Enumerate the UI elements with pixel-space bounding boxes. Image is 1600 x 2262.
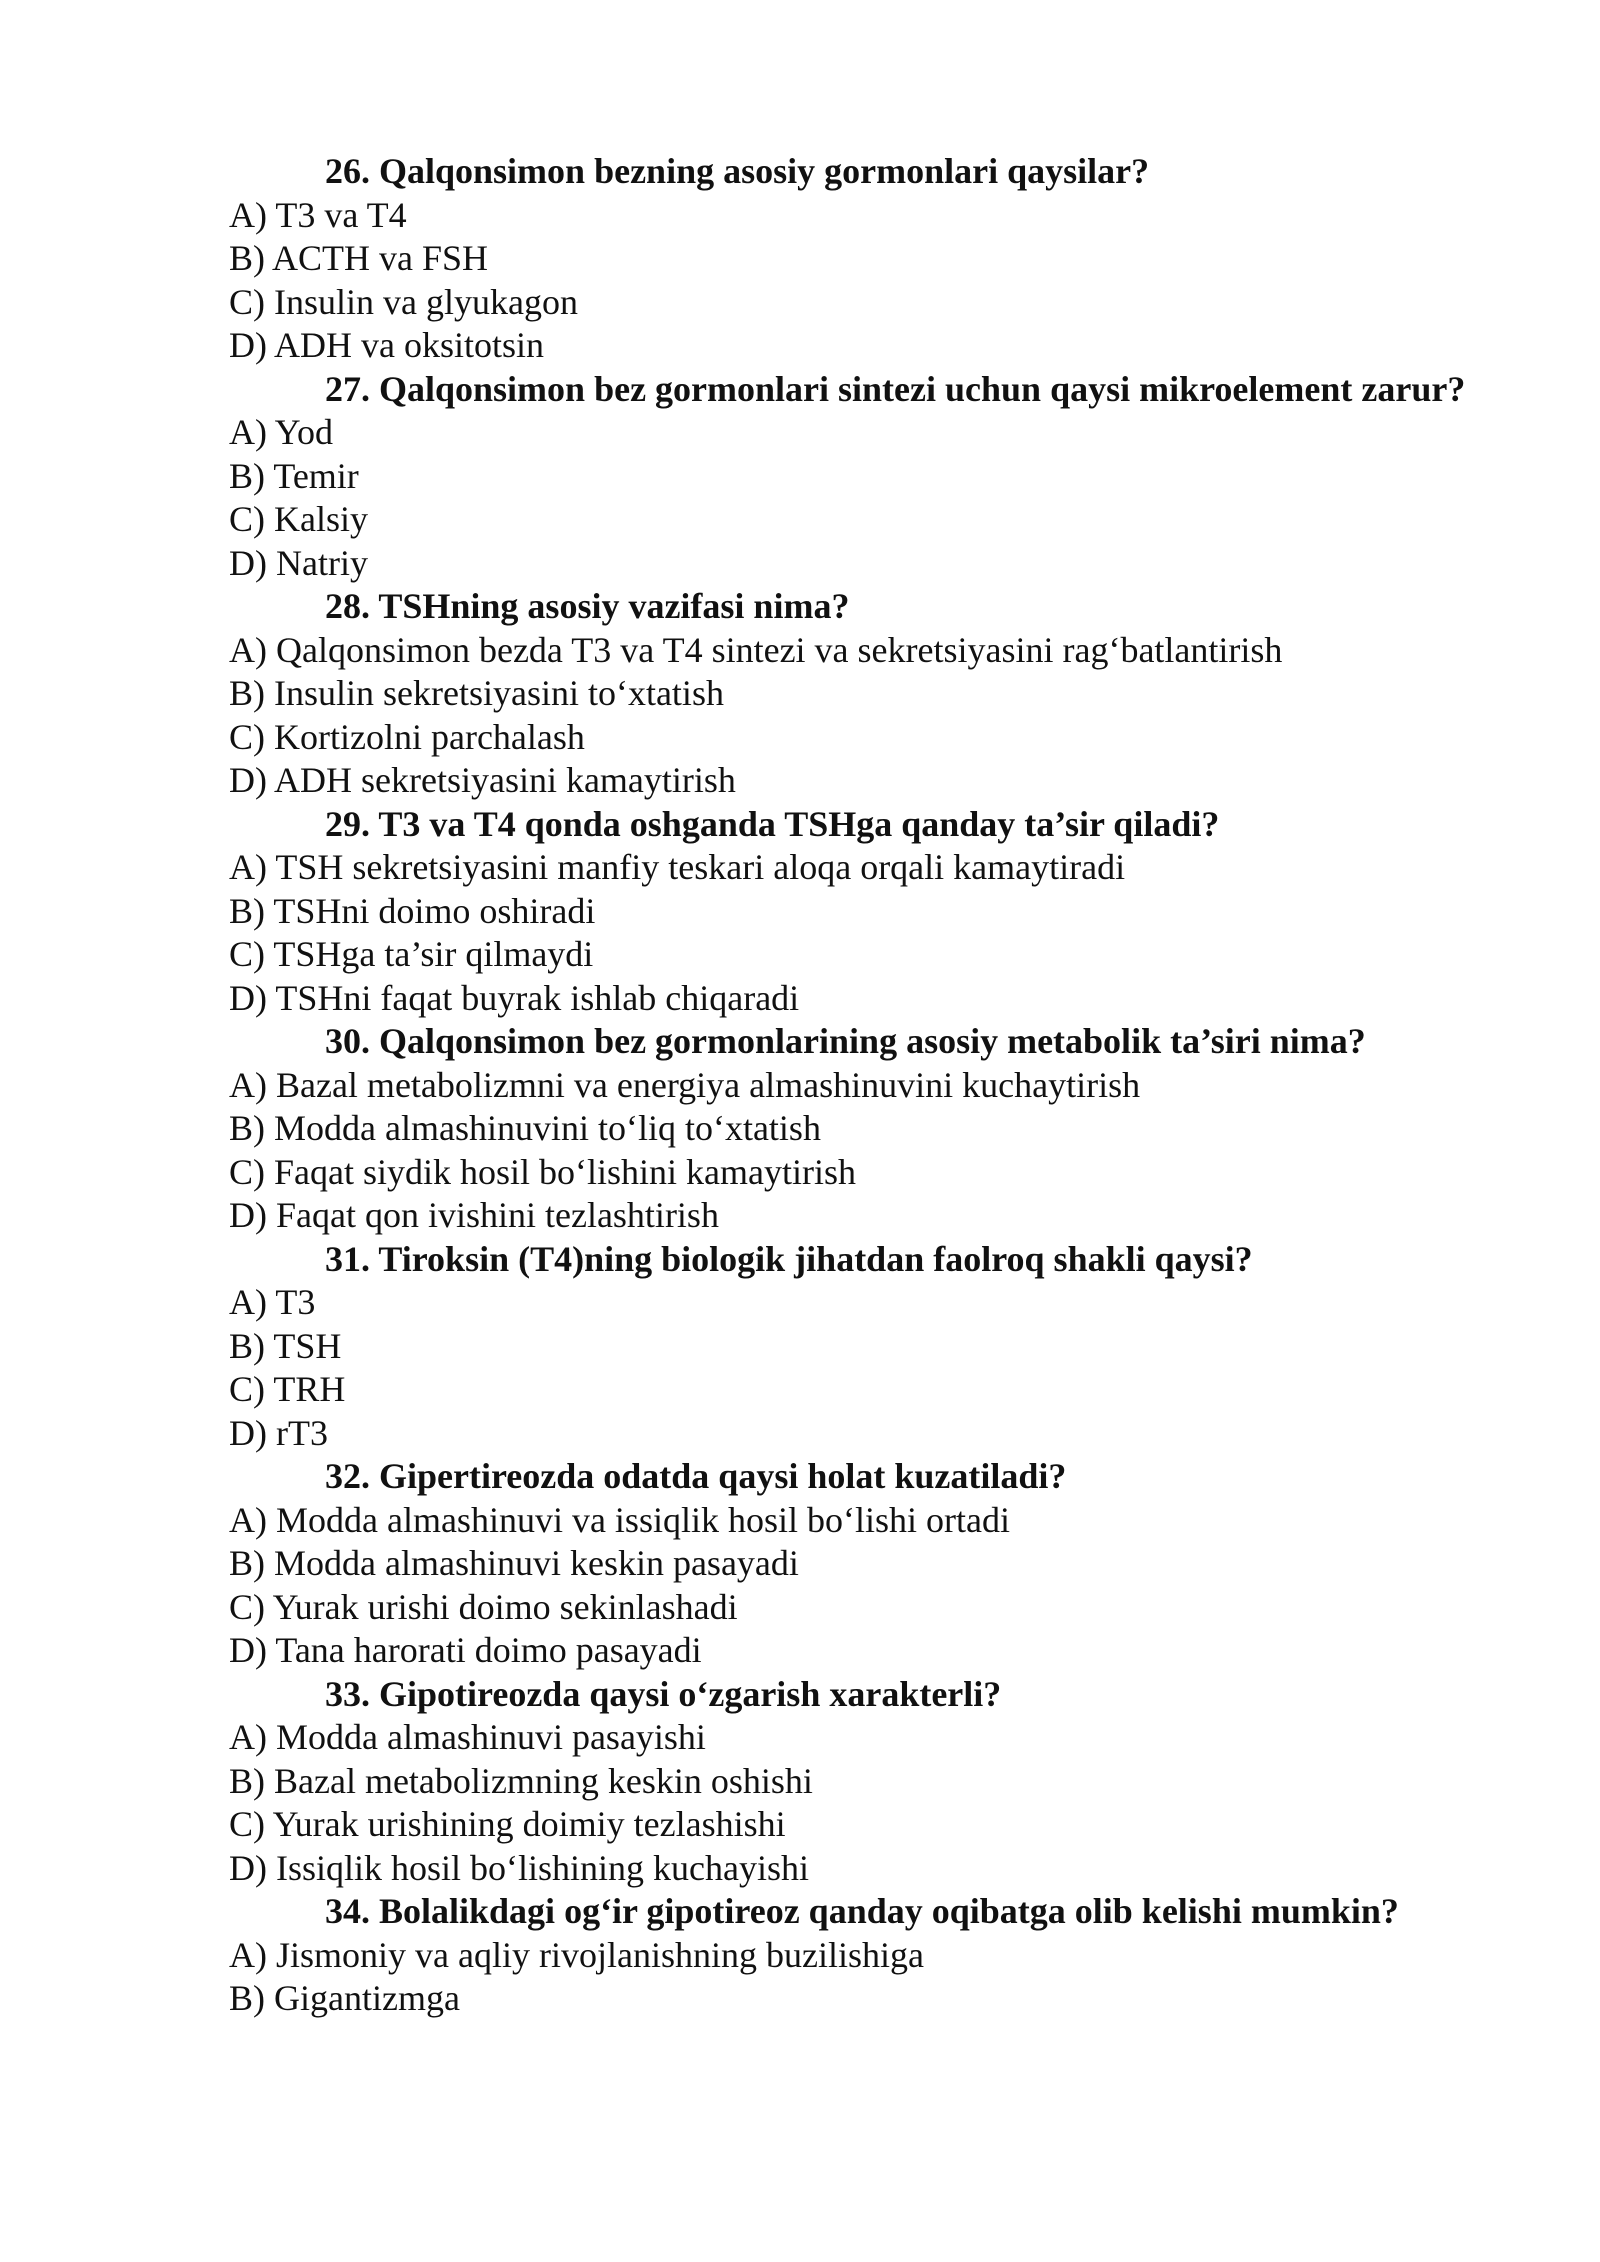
option-a: A) Modda almashinuvi pasayishi [229,1717,706,1757]
question-text: 32. Gipertireozda odatda qaysi holat kuzatiladi? [325,1456,1067,1496]
question-34 [229,1890,1480,2021]
option-a: A) Modda almashinuvi va issiqlik hosil bo‘lishi ortadi [229,1499,1010,1540]
option-c: C) Kalsiy [229,499,368,539]
option-c: C) Yurak urishi doimo sekinlashadi [229,1586,738,1627]
option-d: D) ADH va oksitotsin [229,325,544,365]
option-b: B) Gigantizmga [229,1978,460,2018]
option-c: C) Yurak urishining doimiy tezlashishi [229,1804,786,1844]
option-b: B) Bazal metabolizmning keskin oshishi [229,1760,813,1801]
option-a: A) TSH sekretsiyasini manfiy teskari aloqa orqali kamaytiradi [229,847,1126,887]
question-31 [229,1238,1480,1456]
question-30 [229,1020,1480,1238]
option-a: A) Yod [229,412,334,452]
option-b: B) Temir [229,455,359,496]
question-29 [229,803,1480,1021]
question-text: 28. TSHning asosiy vazifasi nima? [325,586,850,626]
option-b: B) Insulin sekretsiyasini to‘xtatish [229,673,724,713]
option-c: C) Kortizolni parchalash [229,716,585,757]
option-d: D) Tana harorati doimo pasayadi [229,1630,702,1670]
option-c: C) Insulin va glyukagon [229,281,578,322]
option-d: D) Natriy [229,542,368,583]
question-33 [229,1673,1480,1891]
option-c: C) TRH [229,1369,346,1409]
option-c: C) Faqat siydik hosil bo‘lishini kamaytirish [229,1151,856,1192]
question-text: 31. Tiroksin (T4)ning biologik jihatdan faolroq shakli qaysi? [325,1238,1253,1279]
option-a: A) T3 va T4 [229,194,407,235]
question-text: 33. Gipotireozda qaysi o‘zgarish xarakterli? [325,1673,1002,1714]
option-d: D) Issiqlik hosil bo‘lishining kuchayishi [229,1847,809,1888]
option-b: B) Modda almashinuvini to‘liq to‘xtatish [229,1108,821,1148]
option-b: B) TSHni doimo oshiradi [229,890,596,931]
option-d: D) rT3 [229,1412,328,1453]
option-a: A) Qalqonsimon bezda T3 va T4 sintezi va sekretsiyasini rag‘batlantirish [229,629,1283,670]
question-27 [229,368,1480,586]
option-d: D) TSHni faqat buyrak ishlab chiqaradi [229,977,800,1018]
question-text: 27. Qalqonsimon bez gormonlari sintezi uchun qaysi mikroelement zarur? [325,368,1466,409]
option-a: A) T3 [229,1282,316,1322]
option-a: A) Jismoniy va aqliy rivojlanishning buzilishiga [229,1934,924,1975]
option-d: D) ADH sekretsiyasini kamaytirish [229,760,736,800]
question-28 [229,585,1480,803]
question-text: 29. T3 va T4 qonda oshganda TSHga qanday ta’sir qiladi? [325,803,1220,844]
question-26 [229,150,1480,368]
option-b: B) TSH [229,1325,342,1366]
question-32 [229,1455,1480,1673]
option-b: B) ACTH va FSH [229,238,489,278]
question-text: 26. Qalqonsimon bezning asosiy gormonlari qaysilar? [325,151,1150,191]
option-a: A) Bazal metabolizmni va energiya almashinuvini kuchaytirish [229,1064,1141,1105]
option-c: C) TSHga ta’sir qilmaydi [229,934,594,974]
question-text: 34. Bolalikdagi og‘ir gipotireoz qanday oqibatga olib kelishi mumkin? [325,1891,1399,1931]
option-b: B) Modda almashinuvi keskin pasayadi [229,1543,799,1583]
question-text: 30. Qalqonsimon bez gormonlarining asosiy metabolik ta’siri nima? [325,1021,1366,1061]
option-d: D) Faqat qon ivishini tezlashtirish [229,1195,719,1235]
